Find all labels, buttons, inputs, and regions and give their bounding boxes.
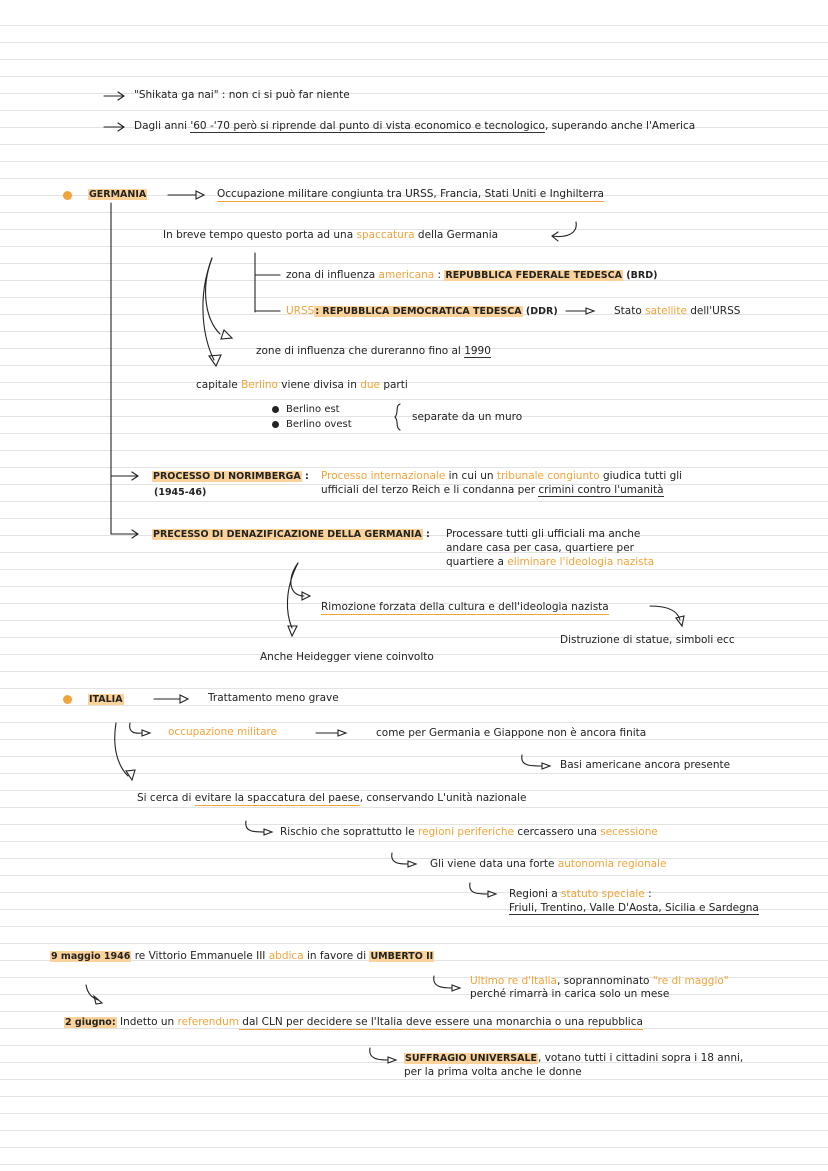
last-king-reason: perché rimarrà in carica solo un mese — [470, 988, 670, 1000]
arrow-icon — [111, 530, 138, 538]
section-bullet-icon — [63, 191, 72, 200]
berlin-east: Berlino est — [286, 404, 340, 415]
zone-american: zona di influenza americana : REPUBBLICA FEDERALE TEDESCA (BRD) — [286, 269, 658, 281]
italia-special-statute: Regioni a statuto speciale : — [509, 888, 652, 900]
satellite-state: Stato satellite dell'URSS — [614, 305, 741, 317]
italia-treatment: Trattamento meno grave — [208, 692, 339, 704]
list-bullet-icon — [272, 421, 279, 428]
zone-urss: URSS: REPUBBLICA DEMOCRATICA TEDESCA (DDR) — [286, 305, 558, 317]
intro-line-shikata: "Shikata ga nai" : non ci si può far niente — [134, 89, 350, 101]
abdication-line: 9 maggio 1946 re Vittorio Emmanuele III abdica in favore di UMBERTO II — [51, 950, 434, 962]
forced-removal: Rimozione forzata della cultura e dell'ideologia nazista — [321, 601, 609, 613]
destroy-statues: Distruzione di statue, simboli ecc — [560, 634, 735, 646]
arrow-icon — [104, 92, 124, 100]
denazification-desc-3: quartiere a eliminare l'ideologia nazista — [446, 556, 655, 568]
berlin-wall: separate da un muro — [412, 411, 523, 423]
arrow-icon — [316, 730, 346, 736]
arrow-icon — [111, 472, 138, 480]
germania-heading: GERMANIA — [89, 189, 147, 200]
nuremberg-desc-2: ufficiali del terzo Reich e li condanna per crimini contro l'umanità — [321, 484, 664, 496]
zones-until-1990: zone di influenza che dureranno fino al 1990 — [256, 345, 491, 357]
denazification-desc-1: Processare tutti gli ufficiali ma anche — [446, 528, 641, 540]
referendum-line: 2 giugno: Indetto un referendum dal CLN per decidere se l'Italia deve essere una monarchia o una repubblica — [65, 1016, 643, 1028]
arrow-icon — [104, 123, 124, 131]
brace-icon — [395, 404, 400, 430]
germania-occupation: Occupazione militare congiunta tra URSS, Francia, Stati Uniti e Inghilterra — [217, 188, 604, 200]
intro-line-recovery: Dagli anni '60 -'70 però si riprende dal punto di vista economico e tecnologico, superando anche l'America — [134, 120, 696, 132]
denazification-desc-2: andare casa per casa, quartiere per — [446, 542, 634, 554]
universal-suffrage: SUFFRAGIO UNIVERSALE, votano tutti i cittadini sopra i 18 anni, — [405, 1052, 744, 1064]
berlin-west: Berlino ovest — [286, 419, 352, 430]
italia-not-over: come per Germania e Giappone non è ancora finita — [376, 727, 647, 739]
women-vote: per la prima volta anche le donne — [404, 1066, 582, 1078]
list-bullet-icon — [272, 406, 279, 413]
italia-bases: Basi americane ancora presente — [560, 759, 731, 771]
arrow-icon — [168, 191, 204, 199]
italia-special-regions: Friuli, Trentino, Valle D'Aosta, Sicilia e Sardegna — [509, 902, 759, 914]
italia-autonomy: Gli viene data una forte autonomia regionale — [430, 858, 667, 870]
section-bullet-icon — [63, 695, 72, 704]
last-king: Ultimo re d'Italia, soprannominato "re di maggio" — [470, 975, 729, 987]
italia-occupation: occupazione militare — [168, 726, 278, 738]
curved-arrow-icon — [552, 222, 576, 236]
arrow-icon — [154, 695, 188, 703]
nuremberg-years: (1945-46) — [154, 487, 207, 498]
heidegger-note: Anche Heidegger viene coinvolto — [260, 651, 434, 663]
nuremberg-desc-1: Processo internazionale in cui un tribunale congiunto giudica tutti gli — [321, 470, 683, 482]
arrow-icon — [566, 308, 594, 314]
denazification-title: PRECESSO DI DENAZIFICAZIONE DELLA GERMANIA : — [153, 529, 430, 540]
italia-avoid-split: Si cerca di evitare la spaccatura del paese, conservando L'unità nazionale — [137, 792, 527, 804]
italia-secession-risk: Rischio che soprattutto le regioni periferiche cercassero una secessione — [280, 826, 658, 838]
germania-split: In breve tempo questo porta ad una spaccatura della Germania — [163, 229, 499, 241]
italia-heading: ITALIA — [89, 694, 123, 705]
nuremberg-title: PROCESSO DI NORIMBERGA : — [153, 471, 309, 482]
berlin-divided: capitale Berlino viene divisa in due parti — [196, 379, 408, 391]
